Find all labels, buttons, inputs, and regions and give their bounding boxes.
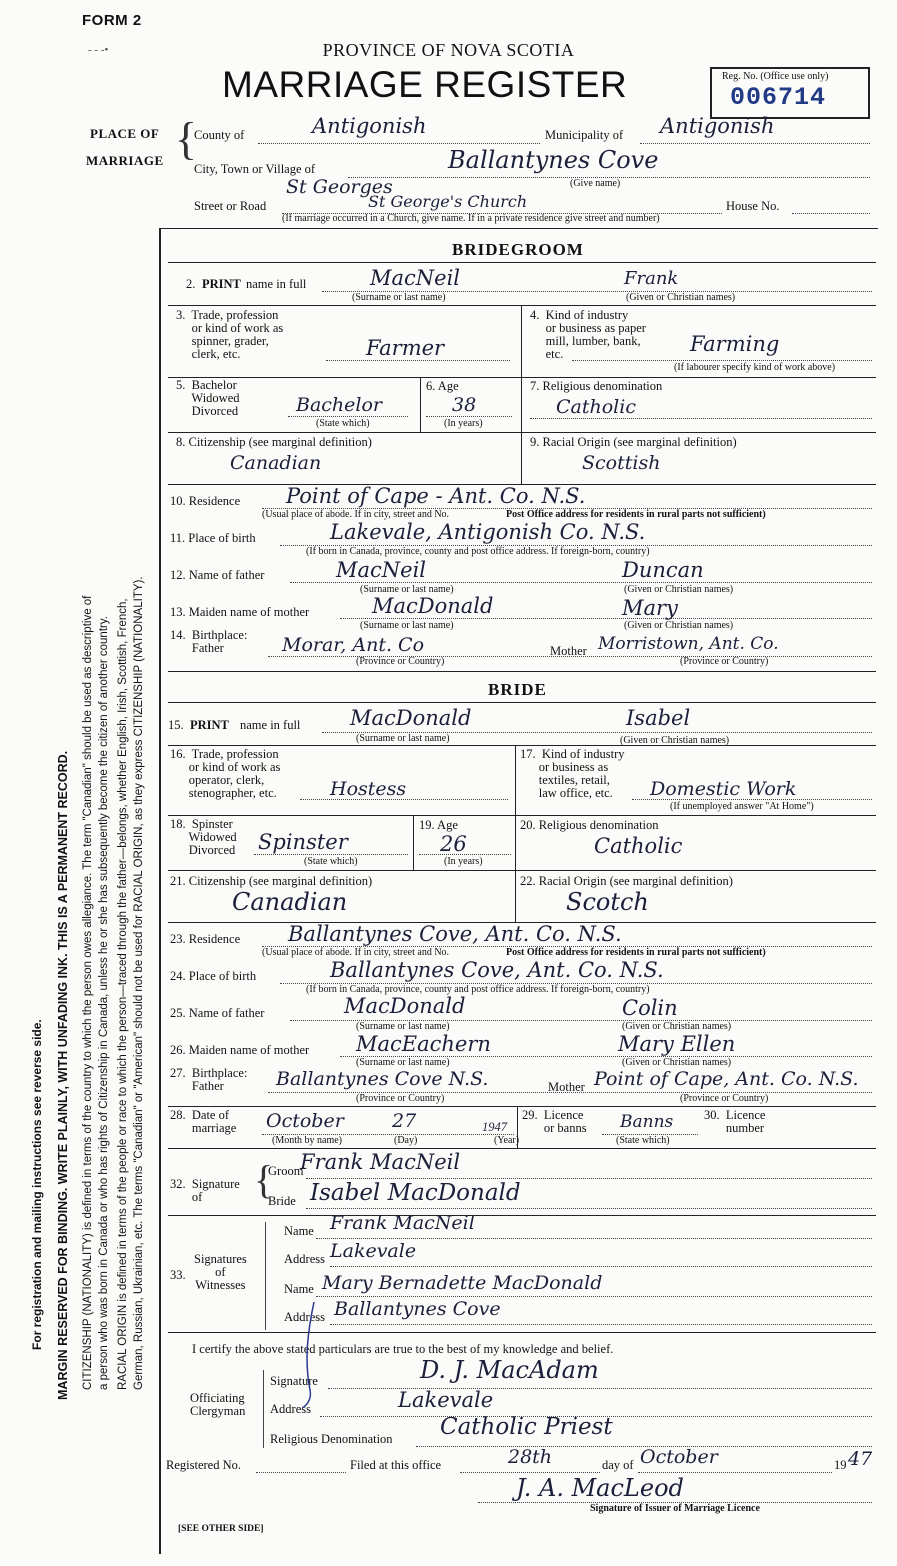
w1-name-line (316, 1238, 872, 1239)
f33-label: 33. (170, 1268, 186, 1282)
registered-label: Registered No. (166, 1458, 241, 1472)
f17-line (632, 799, 872, 800)
groom-signature: Frank MacNeil (300, 1150, 461, 1174)
f6-caption: (In years) (444, 418, 483, 429)
f18-line (254, 854, 408, 855)
marriage-month: October (266, 1110, 344, 1132)
groom-given: Frank (624, 268, 679, 289)
bride-residence: Ballantynes Cove, Ant. Co. N.S. (288, 922, 622, 946)
filed-day-line (460, 1472, 600, 1473)
margin-binding: MARGIN RESERVED FOR BINDING. WRITE PLAINLY, WITH UNFADING INK. THIS IS A PERMANENT RECORD. (56, 750, 70, 1400)
w1-address-label: Address (284, 1252, 325, 1266)
groom-age: 38 (452, 394, 477, 416)
clergy-signature: D. J. MacAdam (420, 1356, 599, 1384)
surname-caption: (Surname or last name) (352, 292, 446, 303)
county-label: County of (194, 128, 245, 142)
vrule-21-22 (515, 870, 516, 922)
clergy-bracket (263, 1370, 264, 1448)
clergy-denom: Catholic Priest (440, 1414, 613, 1440)
marriage-year: 1947 (482, 1120, 507, 1134)
year-caption: (Year) (494, 1135, 520, 1146)
groom-industry: Farming (690, 332, 780, 356)
f19-label: 19. Age (419, 818, 458, 832)
bride-father-bp: Ballantynes Cove N.S. (276, 1068, 489, 1090)
filed-label: Filed at this office (350, 1458, 442, 1472)
house-label: House No. (726, 199, 780, 213)
f26-surname-caption: (Surname or last name) (356, 1057, 450, 1068)
f27-label: 27. Birthplace: Father (170, 1066, 248, 1093)
vrule-5-6 (420, 377, 421, 432)
bride-birthplace: Ballantynes Cove, Ant. Co. N.S. (330, 958, 664, 982)
vrule-19-20 (515, 815, 516, 870)
f26-given-caption: (Given or Christian names) (622, 1057, 732, 1068)
f5-label: 5. Bachelor Widowed Divorced (176, 378, 240, 418)
licence-value: Banns (620, 1112, 674, 1132)
groom-religion: Catholic (556, 396, 636, 418)
rule-7 (168, 702, 876, 703)
clergy-address: Lakevale (398, 1388, 494, 1412)
clergy-sig-label: Signature (270, 1374, 318, 1388)
denom-label: Religious Denomination (270, 1432, 393, 1446)
f6-line (426, 416, 512, 417)
groom-residence: Point of Cape - Ant. Co. N.S. (286, 484, 586, 508)
f9-label: 9. Racial Origin (see marginal definition) (530, 435, 737, 449)
f8-label: 8. Citizenship (see marginal definition) (176, 435, 372, 449)
give-name-caption: (Give name) (570, 178, 621, 189)
bride-mother-bp: Point of Cape, Ant. Co. N.S. (594, 1068, 859, 1090)
w1-address: Lakevale (330, 1240, 417, 1262)
province-heading: PROVINCE OF NOVA SCOTIA (322, 40, 575, 60)
certify-text: I certify the above stated particulars are true to the best of my knowledge and belief. (192, 1342, 614, 1356)
groom-citizenship: Canadian (230, 452, 322, 474)
f32-brace: { (254, 1157, 274, 1202)
groom-birthplace: Lakevale, Antigonish Co. N.S. (330, 520, 646, 544)
f10-label: 10. Residence (170, 494, 241, 508)
w2-address-label: Address (284, 1310, 325, 1324)
f19-line (419, 854, 511, 855)
f13-surname-caption: (Surname or last name) (360, 620, 454, 631)
f3-line (326, 360, 510, 361)
rule-13 (168, 1148, 876, 1149)
bride-citizenship: Canadian (232, 888, 348, 916)
margin-rac1: RACIAL ORIGIN is defined in terms of the people or race to which the person—traced through the father—belongs, whether English, Irish, Scottish, French, (117, 598, 129, 1390)
f12-label: 12. Name of father (170, 568, 265, 582)
groom-status: Bachelor (296, 394, 383, 416)
bride-given: Isabel (626, 706, 691, 730)
f25-given-caption: (Given or Christian names) (622, 1021, 732, 1032)
bride-surname: MacDonald (350, 706, 472, 730)
rule-12 (168, 1106, 876, 1107)
f10-note-b: Post Office address for residents in rural parts not sufficient) (506, 509, 766, 520)
f16-line (300, 799, 508, 800)
f15-print: PRINT (190, 718, 229, 732)
f15-label: name in full (240, 718, 301, 732)
rule-8 (168, 745, 876, 746)
groom-mother-bp: Morristown, Ant. Co. (598, 634, 779, 654)
f4-line (572, 360, 872, 361)
place-brace: { (175, 113, 198, 164)
groom-sig-label: Groom (268, 1164, 304, 1178)
ink-flourish (300, 1300, 322, 1410)
margin-instructions: For registration and mailing instructions see reverse side. (30, 1019, 44, 1350)
rule-9 (168, 815, 876, 816)
f29-label: 29. Licence or banns (522, 1108, 587, 1135)
f28-label: 28. Date of marriage (170, 1108, 237, 1135)
filed-year: 47 (848, 1448, 873, 1470)
f14-prov-caption-b: (Province or Country) (680, 656, 769, 667)
f27-prov-caption-a: (Province or Country) (356, 1093, 445, 1104)
f21-label: 21. Citizenship (see marginal definition) (170, 874, 373, 888)
marriage-label: MARRIAGE (86, 153, 164, 168)
groom-mother-surname: MacDonald (372, 594, 494, 618)
f15-num: 15. (168, 718, 184, 732)
f22-label: 22. Racial Origin (see marginal definition) (520, 874, 733, 888)
bride-signature: Isabel MacDonald (310, 1180, 521, 1206)
municipality-line (640, 143, 870, 144)
vrule-3-4 (521, 305, 522, 377)
bride-sig-label: Bride (268, 1194, 296, 1208)
groom-sig-line (306, 1178, 872, 1179)
day-caption: (Day) (394, 1135, 418, 1146)
f25-label: 25. Name of father (170, 1006, 265, 1020)
city-value: Ballantynes Cove (448, 146, 659, 174)
f10-note-a: (Usual place of abode. If in city, street and No. (262, 509, 450, 520)
f6-label: 6. Age (426, 379, 459, 393)
w1-address-line (330, 1266, 872, 1267)
see-other-side: [SEE OTHER SIDE] (178, 1524, 264, 1534)
city-label: City, Town or Village of (194, 162, 316, 176)
f18-caption: (State which) (304, 856, 358, 867)
marriage-day: 27 (392, 1110, 417, 1132)
f2-label: name in full (246, 277, 307, 291)
w2-name-line (316, 1296, 872, 1297)
church-note: (If marriage occurred in a Church, give name. If in a private residence give street and number) (282, 213, 660, 224)
f13-given-caption: (Given or Christian names) (624, 620, 734, 631)
f27-mother-label: Mother (548, 1080, 585, 1094)
church-line1: St Georges (286, 176, 393, 198)
f12-line (290, 582, 872, 583)
bride-trade: Hostess (330, 778, 407, 800)
f30-label: 30. Licence number (704, 1108, 766, 1135)
f32-label: 32. Signature of (170, 1177, 240, 1204)
bride-heading: BRIDE (488, 680, 547, 699)
rule-4 (168, 432, 876, 433)
bride-industry: Domestic Work (650, 778, 797, 800)
w2-name-label: Name (284, 1282, 314, 1296)
witness-bracket (265, 1222, 266, 1330)
f24-label: 24. Place of birth (170, 969, 257, 983)
street-label: Street or Road (194, 199, 267, 213)
rule-3 (168, 377, 876, 378)
municipality-label: Municipality of (545, 128, 624, 142)
bride-racial: Scotch (566, 888, 649, 916)
f15-surname-caption: (Surname or last name) (356, 733, 450, 744)
f13-label: 13. Maiden name of mother (170, 605, 310, 619)
municipality-value: Antigonish (660, 114, 775, 138)
bride-sig-line (306, 1208, 872, 1209)
witness-title: Signatures of Witnesses (194, 1252, 247, 1292)
reg-number-box (710, 67, 870, 119)
bride-mother-surname: MacEachern (356, 1032, 491, 1056)
f4-label: 4. Kind of industry or business as paper mill, lumber, bank, etc. (530, 308, 646, 361)
f20-label: 20. Religious denomination (520, 818, 659, 832)
f12-given-caption: (Given or Christian names) (624, 584, 734, 595)
filed-month-line (638, 1472, 832, 1473)
margin-cit2: a person who was born in Canada or who has rights of Citizenship in Canada, unless he or she has subsequently become the citizen of another country. (98, 616, 110, 1390)
f2-num: 2. (186, 277, 196, 291)
rule-2 (168, 305, 876, 306)
w1-name-label: Name (284, 1224, 314, 1238)
officiating-label: Officiating Clergyman (190, 1391, 246, 1418)
f13-line (340, 618, 872, 619)
bride-age: 26 (440, 832, 467, 856)
f4-note: (If labourer specify kind of work above) (674, 362, 836, 373)
f23-note-b: Post Office address for residents in rural parts not sufficient) (506, 947, 766, 958)
vrule-6-7 (521, 377, 522, 432)
groom-father-surname: MacNeil (336, 558, 427, 582)
rule-6 (168, 671, 876, 672)
filed-month: October (640, 1446, 718, 1468)
bride-father-surname: MacDonald (344, 994, 466, 1018)
reg-number: 006714 (730, 83, 827, 112)
f12-surname-caption: (Surname or last name) (360, 584, 454, 595)
vrule-18-19 (413, 815, 414, 870)
rule-1 (168, 262, 876, 263)
f7-label: 7. Religious denomination (530, 379, 663, 393)
day-of-label: day of (602, 1458, 634, 1472)
groom-racial: Scottish (582, 452, 661, 474)
margin-rac2: German, Russian, Ukrainian, etc. The terms "Canadian" or "American" should not be used for RACIAL ORIGIN, as they express CITIZENSHIP (NATIONALITY). (133, 576, 145, 1390)
groom-father-bp: Morar, Ant. Co (282, 634, 425, 656)
groom-trade: Farmer (366, 336, 445, 360)
month-caption: (Month by name) (272, 1135, 342, 1146)
clergy-address-label: Address (270, 1402, 311, 1416)
bridegroom-heading: BRIDEGROOM (452, 240, 584, 259)
f18-label: 18. Spinster Widowed Divorced (170, 817, 237, 857)
f24-note: (If born in Canada, province, county and post office address. If foreign-born, country) (306, 984, 650, 995)
groom-mother-given: Mary (622, 596, 678, 620)
f15-given-caption: (Given or Christian names) (620, 735, 730, 746)
given-caption: (Given or Christian names) (626, 292, 736, 303)
rule-15 (168, 1332, 876, 1333)
page-title: MARRIAGE REGISTER (222, 64, 628, 105)
bride-status: Spinster (258, 830, 348, 854)
f5-line (288, 416, 408, 417)
church-line2: St George's Church (368, 192, 528, 211)
f11-label: 11. Place of birth (170, 531, 256, 545)
filed-day: 28th (508, 1446, 553, 1468)
house-line (792, 213, 870, 214)
w2-name: Mary Bernadette MacDonald (322, 1272, 603, 1294)
vrule-8-9 (521, 432, 522, 484)
bride-religion: Catholic (594, 834, 683, 858)
f5-caption: (State which) (316, 418, 370, 429)
issuer-signature: J. A. MacLeod (516, 1474, 684, 1502)
f23-note-a: (Usual place of abode. If in city, street and No. (262, 947, 450, 958)
registered-line (256, 1472, 346, 1473)
groom-father-given: Duncan (622, 558, 704, 582)
w2-address: Ballantynes Cove (334, 1298, 501, 1320)
f26-label: 26. Maiden name of mother (170, 1043, 310, 1057)
bride-father-given: Colin (622, 996, 678, 1020)
f29-caption: (State which) (616, 1135, 670, 1146)
f3-label: 3. Trade, profession or kind of work as spinner, grader, clerk, etc. (176, 308, 284, 361)
frame-top (159, 228, 878, 229)
f17-label: 17. Kind of industry or business as textiles, retail, law office, etc. (520, 747, 625, 800)
f11-note: (If born in Canada, province, county and post office address. If foreign-born, country) (306, 546, 650, 557)
place-of-label: PLACE OF (90, 126, 160, 141)
f2-print: PRINT (202, 277, 241, 291)
f23-label: 23. Residence (170, 932, 241, 946)
county-line (258, 143, 540, 144)
f7-line (530, 418, 872, 419)
vrule-28-29 (517, 1106, 518, 1148)
f27-prov-caption-b: (Province or Country) (680, 1093, 769, 1104)
issuer-caption: Signature of Issuer of Marriage Licence (590, 1503, 760, 1514)
rule-10 (168, 870, 876, 871)
f19-caption: (In years) (444, 856, 483, 867)
f17-note: (If unemployed answer "At Home") (670, 801, 814, 812)
f16-label: 16. Trade, profession or kind of work as operator, clerk, stenographer, etc. (170, 747, 281, 800)
dash-mark: - - -• (88, 44, 109, 56)
f25-surname-caption: (Surname or last name) (356, 1021, 450, 1032)
w2-address-line (330, 1324, 872, 1325)
reg-number-label: Reg. No. (Office use only) (722, 71, 829, 82)
bride-mother-given: Mary Ellen (618, 1032, 736, 1056)
rule-14 (168, 1215, 876, 1216)
f14-mother-label: Mother (550, 644, 587, 658)
w1-name: Frank MacNeil (330, 1212, 475, 1234)
f14-prov-caption-a: (Province or Country) (356, 656, 445, 667)
f14-label: 14. Birthplace: Father (170, 628, 248, 655)
groom-surname: MacNeil (370, 266, 461, 290)
filed-year-prefix: 19 (834, 1458, 847, 1472)
margin-cit1: CITIZENSHIP (NATIONALITY) is defined in terms of the country to which the person owes allegiance. The term "Canadian" should be used as descriptive of (82, 595, 94, 1390)
county-value: Antigonish (312, 114, 427, 138)
form-number: FORM 2 (82, 12, 142, 29)
vrule-16-17 (515, 745, 516, 815)
